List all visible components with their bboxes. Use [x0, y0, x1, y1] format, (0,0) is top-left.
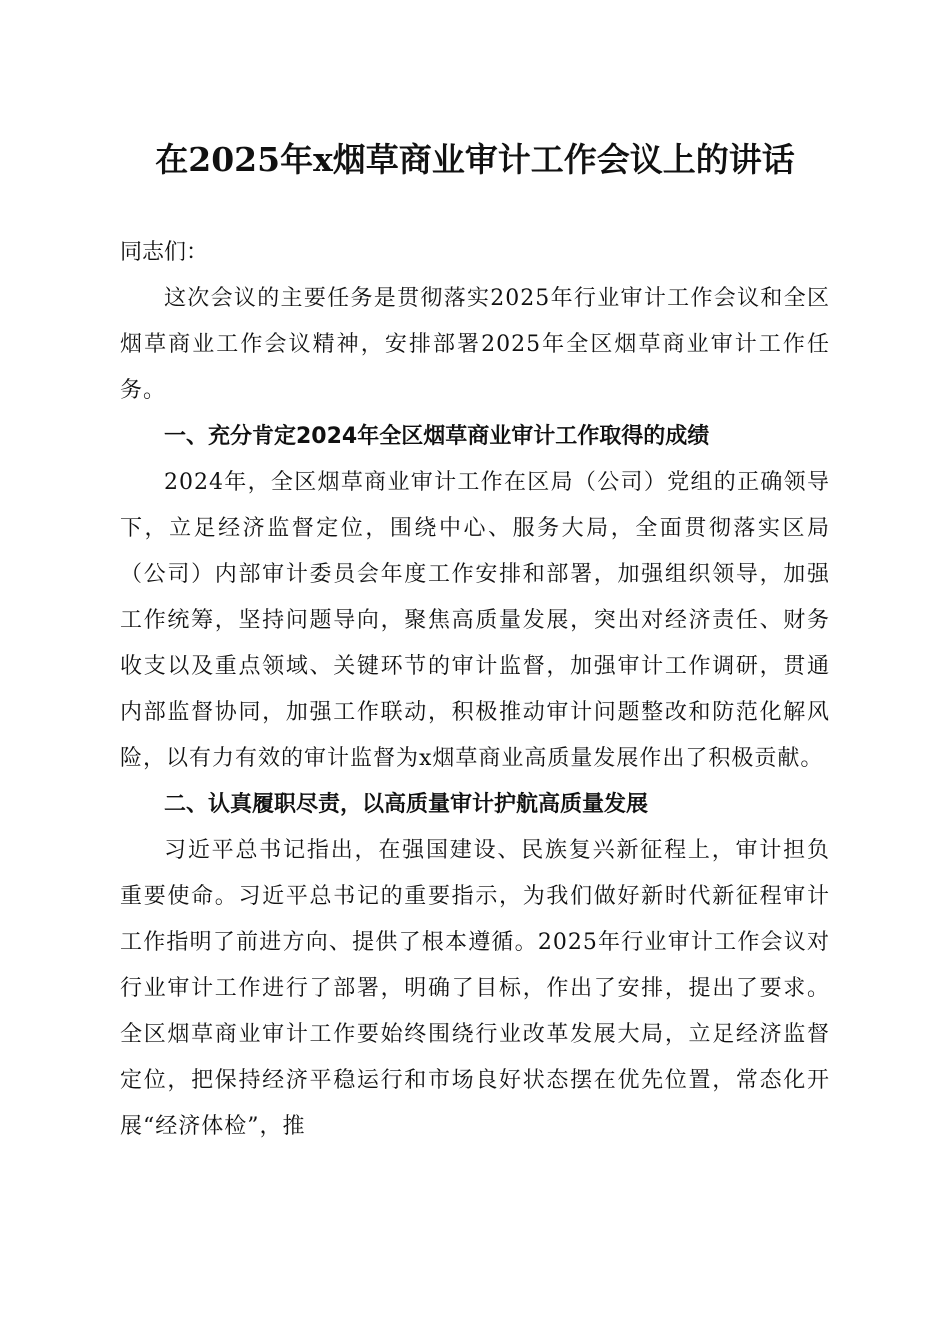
section-2-body: 习近平总书记指出，在强国建设、民族复兴新征程上，审计担负重要使命。习近平总书记的重要指示，为我们做好新时代新征程审计工作指明了前进方向、提供了根本遵循。2025年行业审计工作会议对行业审计工作进行了部署，明确了目标，作出了安排，提出了要求。全区烟草商业审计工作要始终围绕行业改革发展大局，立足经济监督定位，把保持经济平稳运行和市场良好状态摆在优先位置，常态化开展“经济体检”，推	[120, 838, 830, 1139]
section-1-body: 2024年，全区烟草商业审计工作在区局（公司）党组的正确领导下，立足经济监督定位，围绕中心、服务大局，全面贯彻落实区局（公司）内部审计委员会年度工作安排和部署，加强组织领导，加强工作统筹，坚持问题导向，聚焦高质量发展，突出对经济责任、财务收支以及重点领域、关键环节的审计监督，加强审计工作调研，贯通内部监督协同，加强工作联动，积极推动审计问题整改和防范化解风险，以有力有效的审计监督为x烟草商业高质量发展作出了积极贡献。	[120, 470, 830, 771]
document-title: 在2025年x烟草商业审计工作会议上的讲话	[155, 140, 795, 179]
document-page	[120, 130, 830, 1150]
intro-paragraph: 这次会议的主要任务是贯彻落实2025年行业审计工作会议和全区烟草商业工作会议精神，安排部署2025年全区烟草商业审计工作任务。	[120, 286, 830, 403]
salutation: 同志们：	[120, 240, 209, 265]
section-2-heading: 二、认真履职尽责，以高质量审计护航高质量发展	[164, 792, 649, 817]
section-1-heading: 一、充分肯定2024年全区烟草商业审计工作取得的成绩	[164, 424, 710, 449]
